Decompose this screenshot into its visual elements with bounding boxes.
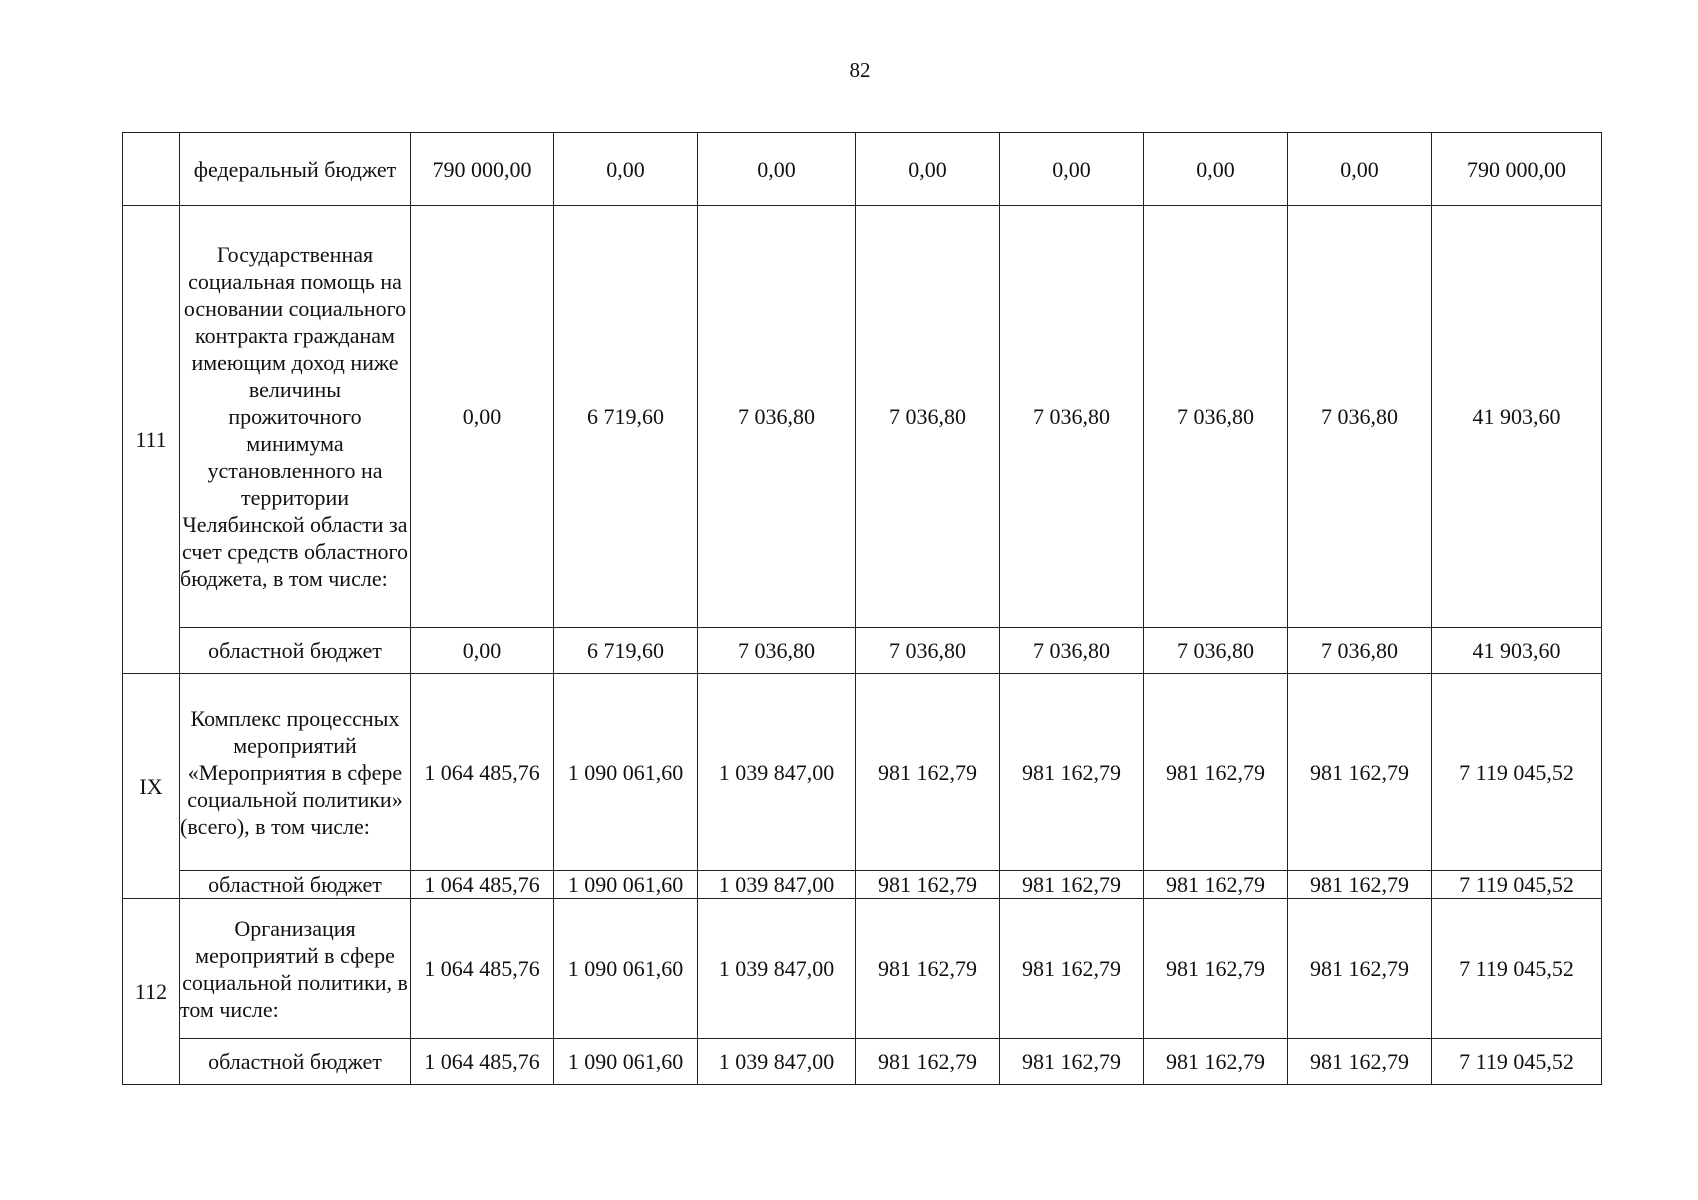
value-cell-total: 790 000,00 xyxy=(1432,133,1602,206)
row-description: Государственная социальная помощь на основании социального контракта гражданам имеющим доход ниже величины прожиточного минимума установленного на территории Челябинской области за счет средств областного бюджета, в том числе: xyxy=(180,206,411,628)
value-cell: 1 039 847,00 xyxy=(698,1039,856,1085)
value-cell: 7 036,80 xyxy=(1144,206,1288,628)
value-cell: 981 162,79 xyxy=(856,871,1000,899)
value-cell: 981 162,79 xyxy=(1000,1039,1144,1085)
value-cell: 981 162,79 xyxy=(856,899,1000,1039)
value-cell: 7 036,80 xyxy=(1000,206,1144,628)
row-description: федеральный бюджет xyxy=(180,133,411,206)
value-cell: 1 064 485,76 xyxy=(411,899,554,1039)
value-cell: 1 090 061,60 xyxy=(554,1039,698,1085)
budget-table xyxy=(122,132,1602,1085)
value-cell: 981 162,79 xyxy=(1000,899,1144,1039)
value-cell: 1 064 485,76 xyxy=(411,871,554,899)
table-row xyxy=(123,628,1602,674)
value-cell: 0,00 xyxy=(554,133,698,206)
value-cell-total: 7 119 045,52 xyxy=(1432,1039,1602,1085)
row-index: IX xyxy=(123,674,180,899)
value-cell: 981 162,79 xyxy=(1144,674,1288,871)
value-cell: 981 162,79 xyxy=(1288,1039,1432,1085)
value-cell: 1 090 061,60 xyxy=(554,899,698,1039)
value-cell: 7 036,80 xyxy=(1144,628,1288,674)
value-cell: 7 036,80 xyxy=(1288,628,1432,674)
row-description: Комплекс процессных мероприятий «Мероприятия в сфере социальной политики» (всего), в том числе: xyxy=(180,674,411,871)
table-row xyxy=(123,871,1602,899)
value-cell: 0,00 xyxy=(698,133,856,206)
value-cell: 7 036,80 xyxy=(856,628,1000,674)
row-description: областной бюджет xyxy=(180,628,411,674)
value-cell: 981 162,79 xyxy=(1144,1039,1288,1085)
value-cell: 6 719,60 xyxy=(554,206,698,628)
value-cell-total: 41 903,60 xyxy=(1432,628,1602,674)
table-row xyxy=(123,206,1602,628)
value-cell-total: 41 903,60 xyxy=(1432,206,1602,628)
value-cell: 7 036,80 xyxy=(1000,628,1144,674)
row-index: 112 xyxy=(123,899,180,1085)
value-cell: 0,00 xyxy=(856,133,1000,206)
value-cell: 1 090 061,60 xyxy=(554,674,698,871)
value-cell: 981 162,79 xyxy=(1000,674,1144,871)
value-cell: 7 036,80 xyxy=(698,628,856,674)
value-cell: 7 036,80 xyxy=(1288,206,1432,628)
value-cell-total: 7 119 045,52 xyxy=(1432,674,1602,871)
value-cell: 1 064 485,76 xyxy=(411,674,554,871)
value-cell: 0,00 xyxy=(1000,133,1144,206)
row-description: областной бюджет xyxy=(180,871,411,899)
value-cell: 1 039 847,00 xyxy=(698,674,856,871)
value-cell: 981 162,79 xyxy=(1144,871,1288,899)
value-cell: 1 090 061,60 xyxy=(554,871,698,899)
row-description: областной бюджет xyxy=(180,1039,411,1085)
value-cell: 790 000,00 xyxy=(411,133,554,206)
value-cell: 981 162,79 xyxy=(856,1039,1000,1085)
value-cell: 0,00 xyxy=(411,628,554,674)
value-cell: 981 162,79 xyxy=(1000,871,1144,899)
value-cell: 1 064 485,76 xyxy=(411,1039,554,1085)
table-row xyxy=(123,674,1602,871)
value-cell: 7 036,80 xyxy=(856,206,1000,628)
value-cell: 1 039 847,00 xyxy=(698,871,856,899)
value-cell: 981 162,79 xyxy=(1288,871,1432,899)
value-cell: 0,00 xyxy=(411,206,554,628)
table-row xyxy=(123,133,1602,206)
value-cell: 7 036,80 xyxy=(698,206,856,628)
value-cell: 0,00 xyxy=(1144,133,1288,206)
value-cell: 6 719,60 xyxy=(554,628,698,674)
value-cell: 981 162,79 xyxy=(1288,674,1432,871)
value-cell-total: 7 119 045,52 xyxy=(1432,871,1602,899)
row-index: 111 xyxy=(123,206,180,674)
value-cell: 981 162,79 xyxy=(1288,899,1432,1039)
value-cell: 981 162,79 xyxy=(1144,899,1288,1039)
value-cell-total: 7 119 045,52 xyxy=(1432,899,1602,1039)
value-cell: 0,00 xyxy=(1288,133,1432,206)
row-description: Организация мероприятий в сфере социальной политики, в том числе: xyxy=(180,899,411,1039)
row-index xyxy=(123,133,180,206)
table-row xyxy=(123,1039,1602,1085)
value-cell: 1 039 847,00 xyxy=(698,899,856,1039)
page-number: 82 xyxy=(849,58,871,82)
table-row xyxy=(123,899,1602,1039)
value-cell: 981 162,79 xyxy=(856,674,1000,871)
